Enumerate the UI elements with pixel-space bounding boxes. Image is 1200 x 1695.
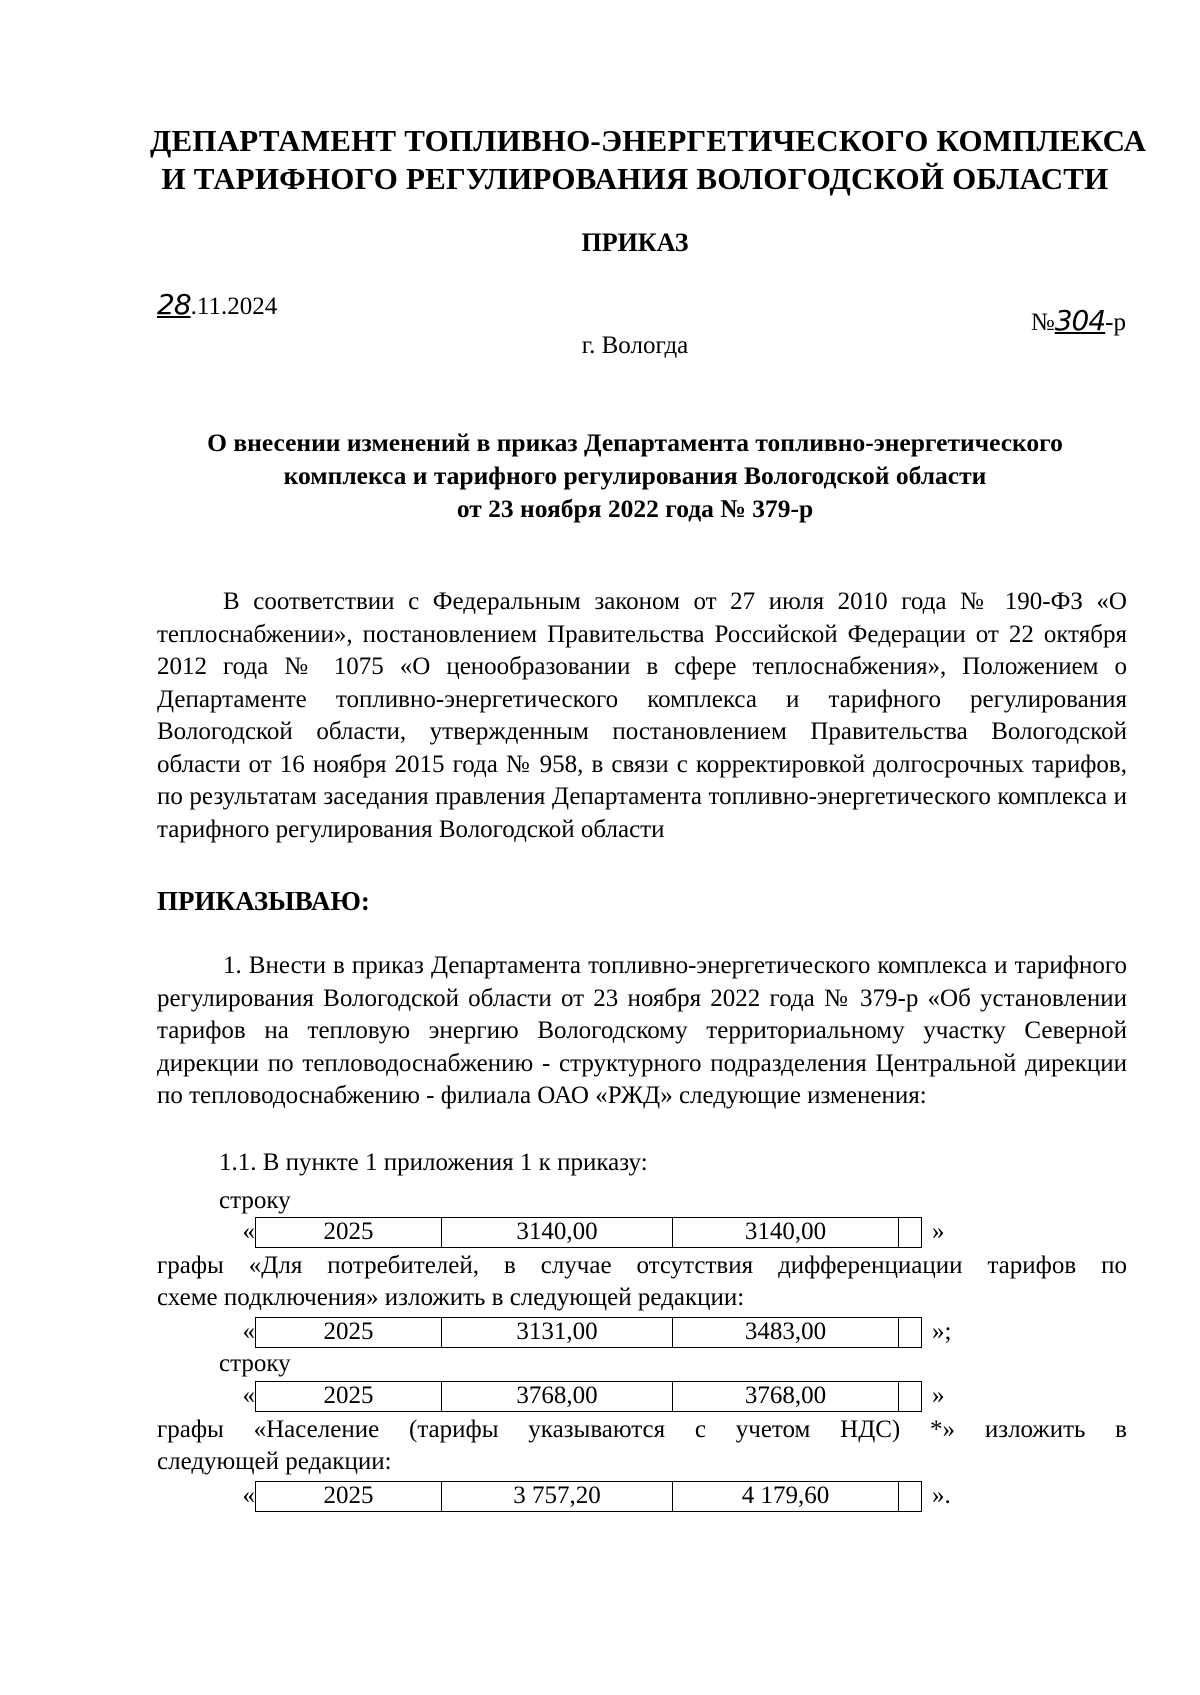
table-row [233,1480,951,1512]
value-cell-1: 3768,00 [442,1382,673,1411]
subject-line-2: комплекса и тарифного регулирования Вологодской области [283,461,987,490]
graf-1-line-1: графы «Для потребителей, в случае отсутствия дифференциации тарифов по [157,1252,1127,1279]
open-quote: « [242,1318,255,1345]
empty-cell [899,1318,921,1347]
item-1-paragraph: 1. Внести в приказ Департамента топливно-энергетического комплекса и тарифного регулирования Вологодской области от 23 ноября 2022 года № 379-р «Об установлении тарифов на тепловую энергию Вологодскому территориальному участку Северной дирекции по тепловодоснабжению - структурного подразделения Центральной дирекции по тепловодоснабжению - филиала ОАО «РЖД» следующие изменения: [157,952,1127,1109]
value-table [255,1381,922,1412]
table-row [233,1316,951,1348]
value-cell-2: 3483,00 [673,1318,899,1347]
department-line-1: ДЕПАРТАМЕНТ ТОПЛИВНО-ЭНЕРГЕТИЧЕСКОГО КОМПЛЕКСА [150,123,1147,158]
year-cell: 2025 [256,1318,442,1347]
open-quote: « [242,1482,255,1509]
handwritten-day: 28 [157,288,191,321]
year-cell: 2025 [256,1482,442,1511]
decree-word: ПРИКАЗЫВАЮ: [157,886,370,916]
open-quote: « [242,1382,255,1409]
close-quote: »; [932,1318,952,1345]
word-stroku-2: строку [219,1350,291,1377]
number-prefix: № [1030,309,1055,336]
value-table [255,1481,922,1512]
value-cell-2: 4 179,60 [673,1482,899,1511]
item-1-1: 1.1. В пункте 1 приложения 1 к приказу: [219,1149,648,1176]
department-line-2: И ТАРИФНОГО РЕГУЛИРОВАНИЯ ВОЛОГОДСКОЙ ОБЛАСТИ [161,161,1109,196]
doc-type: ПРИКАЗ [581,228,689,257]
handwritten-number: 304 [1054,304,1106,337]
close-quote: ». [932,1482,951,1509]
order-date [157,288,277,321]
value-table [255,1217,922,1248]
graf-2-line-1: графы «Население (тарифы указываются с учетом НДС) *» изложить в [157,1416,1127,1443]
value-cell-1: 3 757,20 [442,1482,673,1511]
table-row [233,1216,945,1248]
city: г. Вологда [581,332,689,359]
value-cell-1: 3131,00 [442,1318,673,1347]
year-cell: 2025 [256,1218,442,1247]
open-quote: « [242,1218,255,1245]
empty-cell [899,1482,921,1511]
number-suffix: -р [1105,309,1126,336]
value-table [255,1317,922,1348]
value-cell-2: 3768,00 [673,1382,899,1411]
date-rest: .11.2024 [190,293,278,320]
empty-cell [899,1382,921,1411]
table-row [233,1380,945,1412]
year-cell: 2025 [256,1382,442,1411]
subject-title [150,426,1120,525]
close-quote: » [932,1218,945,1245]
value-cell-2: 3140,00 [673,1218,899,1247]
close-quote: » [932,1382,945,1409]
subject-line-1: О внесении изменений в приказ Департамента топливно-энергетического [207,428,1063,457]
value-cell-1: 3140,00 [442,1218,673,1247]
word-stroku-1: строку [219,1187,291,1214]
department-heading [150,122,1147,198]
preamble-paragraph: В соответствии с Федеральным законом от 27 июля 2010 года № 190-ФЗ «О теплоснабжении», постановлением Правительства Российской Федерации от 22 октября 2012 года № 1075 «О ценообразовании в сфере теплоснабжения», Положением о Департаменте топливно-энергетического комплекса и тарифного регулирования Вологодской области, утвержденным постановлением Правительства Вологодской области от 16 ноября 2015 года № 958, в связи с корректировкой долгосрочных тарифов, по результатам заседания правления Департамента топливно-энергетического комплекса и тарифного регулирования Вологодской области [157,588,1127,843]
graf-2-line-2: следующей редакции: [157,1448,392,1475]
graf-1-line-2: схеме подключения» изложить в следующей редакции: [157,1284,745,1311]
subject-line-3: от 23 ноября 2022 года № 379-р [456,494,814,523]
empty-cell [899,1218,921,1247]
